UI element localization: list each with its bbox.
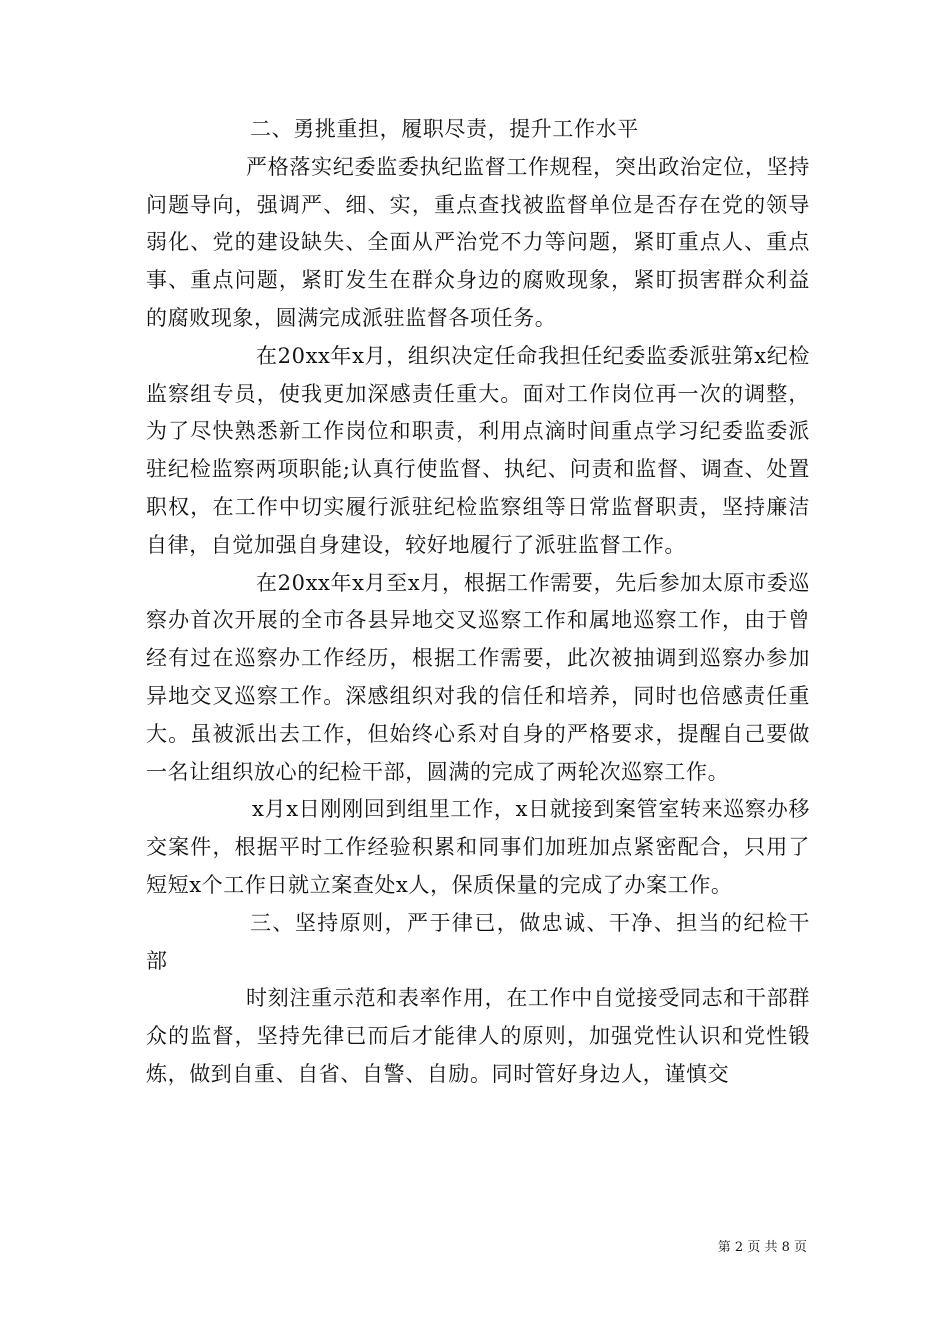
body-paragraph: x月x日刚刚回到组里工作，x日就接到案管室转来巡察办移交案件，根据平时工作经验积累和同事们加班加点紧密配合，只用了短短x个工作日就立案查处x人，保质保量的完成了办案工作。 — [146, 797, 810, 897]
section-heading-3: 三、坚持原则，严于律已，做忠诚、干净、担当的纪检干部 — [146, 910, 810, 973]
body-paragraph: 严格落实纪委监委执纪监督工作规程，突出政治定位，坚持问题导向，强调严、细、实，重点查找被监督单位是否存在党的领导弱化、党的建设缺失、全面从严治党不力等问题，紧盯重点人、重点事、重点问题，紧盯发生在群众身边的腐败现象，紧盯损害群众利益的腐败现象，圆满完成派驻监督各项任务。 — [146, 154, 810, 330]
body-paragraph: 在20xx年x月至x月，根据工作需要，先后参加太原市委巡察办首次开展的全市各县异地交叉巡察工作和属地巡察工作，由于曾经有过在巡察办工作经历，根据工作需要，此次被抽调到巡察办参加异地交叉巡察工作。深感组织对我的信任和培养，同时也倍感责任重大。虽被派出去工作，但始终心系对自身的严格要求，提醒自己要做一名让组织放心的纪检干部，圆满的完成了两轮次巡察工作。 — [146, 570, 810, 784]
section-heading-2: 二、勇挑重担，履职尽责，提升工作水平 — [250, 117, 639, 141]
body-paragraph: 时刻注重示范和表率作用，在工作中自觉接受同志和干部群众的监督，坚持先律已而后才能律人的原则，加强党性认识和党性锻炼，做到自重、自省、自警、自励。同时管好身边人，谨慎交 — [146, 986, 810, 1086]
body-paragraph: 在20xx年x月，组织决定任命我担任纪委监委派驻第x纪检监察组专员，使我更加深感责任重大。面对工作岗位再一次的调整，为了尽快熟悉新工作岗位和职责，利用点滴时间重点学习纪委监委派驻纪检监察两项职能;认真行使监督、执纪、问责和监督、调查、处置职权，在工作中切实履行派驻纪检监察组等日常监督职责，坚持廉洁自律，自觉加强自身建设，较好地履行了派驻监督工作。 — [146, 343, 810, 557]
document-body — [146, 111, 810, 1094]
page-number-footer: 第 2 页 共 8 页 — [717, 1240, 807, 1255]
